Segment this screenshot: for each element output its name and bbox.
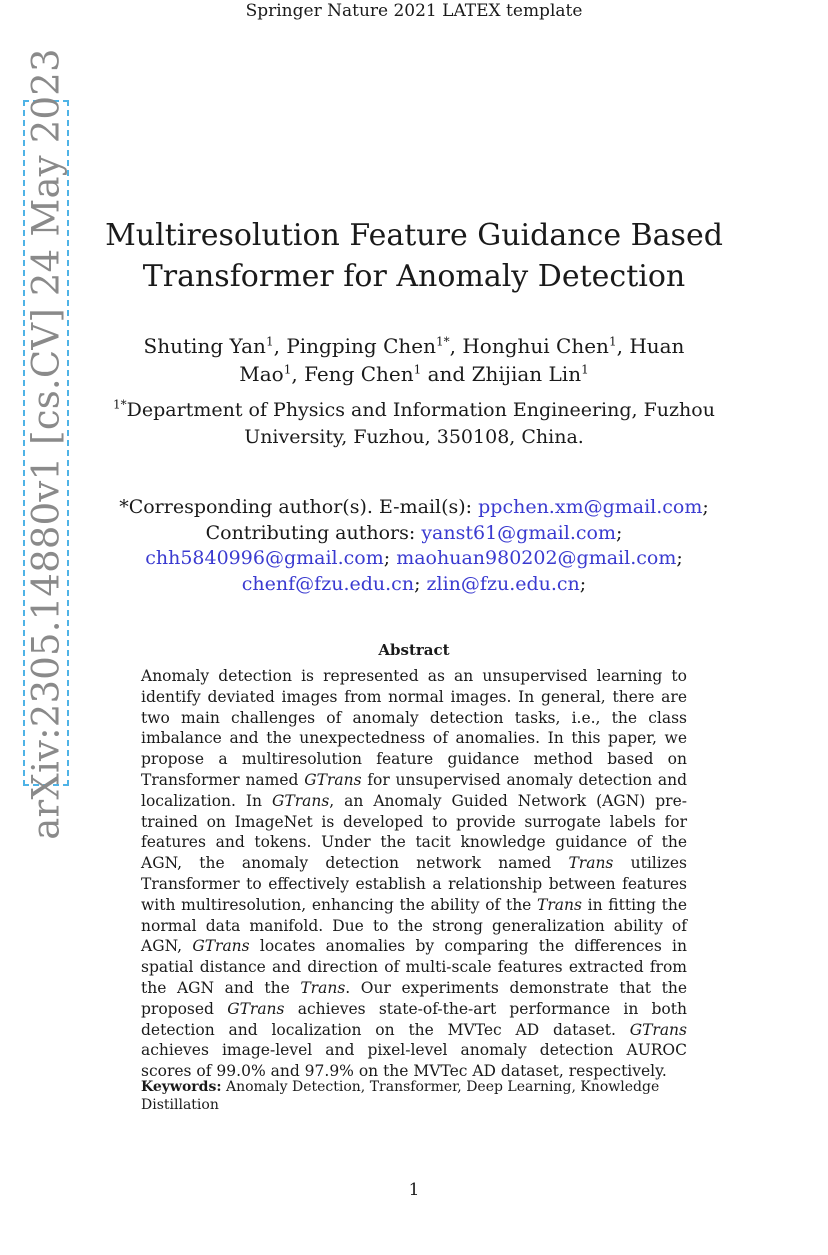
abstract-heading: Abstract [378, 641, 450, 659]
affiliation-sup: 1* [113, 397, 127, 412]
author-name: Feng Chen [304, 362, 414, 386]
running-head: Springer Nature 2021 LATEX template [245, 1, 583, 21]
author-name: Shuting Yan [143, 334, 266, 358]
contributing-label: Contributing authors: [205, 521, 416, 544]
network-name: Trans [537, 895, 582, 914]
method-name: GTrans [192, 937, 250, 956]
network-name: Trans [568, 854, 614, 873]
email-link[interactable]: yanst61@gmail.com [421, 521, 616, 544]
author-sup: 1 [283, 362, 292, 377]
author-sup: 1 [413, 362, 422, 377]
keywords-text: Anomaly Detection, Transformer, Deep Learning, Knowledge Distillation [141, 1079, 660, 1113]
paper-title [90, 215, 738, 297]
author-list: Shuting Yan$^1$, Pingping Chen$^{1*}$, Honghui Chen$^1$, Huan Mao$^1$, Feng Chen$^1$ and Zhijian Lin$^1$ [143, 334, 685, 386]
author-name: Zhijian Lin [471, 362, 582, 386]
contact-block: *Corresponding author(s). E-mail(s): ppchen.xm@gmail.com; Contributing authors: yanst61@gmail.com; chh5840996@gmail.com; maohuan980202@gmail.com; chenf@fzu.edu.cn; zlin@fzu.edu.cn; [119, 496, 709, 595]
author-sup: 1 [608, 334, 617, 349]
author-name: Pingping Chen [286, 334, 436, 358]
corresponding-email-link[interactable]: ppchen.xm@gmail.com [478, 496, 703, 518]
method-name: GTrans [227, 999, 285, 1018]
keywords [141, 1078, 687, 1114]
method-name: GTrans [629, 1020, 687, 1039]
email-link[interactable]: chenf@fzu.edu.cn [241, 572, 415, 595]
email-link[interactable]: zlin@fzu.edu.cn [426, 572, 580, 595]
title-line-1: Multiresolution Feature Guidance Based [105, 218, 723, 253]
keywords-label: Keywords: [141, 1079, 222, 1095]
corresponding-label: *Corresponding author(s). E-mail(s): [119, 496, 473, 518]
author-name: Huan Mao [239, 334, 685, 386]
network-name: Trans [300, 978, 346, 997]
author-sup: 1* [436, 334, 450, 349]
author-sup: 1 [265, 334, 274, 349]
abstract-body: Anomaly detection is represented as an unsupervised learning to identify deviated images from normal images. In general, there are two main challenges of anomaly detection tasks, i.e., the class imbalance and the unexpectedness of anomalies. In this paper, we propose a multiresolution feature guidance method based on Transformer named GTrans for unsupervised anomaly detection and localization. In GTrans, an Anomaly Guided Network (AGN) pre-trained on ImageNet is developed to provide surrogate labels for features and tokens. Under the tacit knowledge guidance of the AGN, the anomaly detection network named Trans utilizes Transformer to effectively establish a relationship between features with multiresolution, enhancing the ability of the Trans in fitting the normal data manifold. Due to the strong generalization ability of AGN, GTrans locates anomalies by comparing the differences in spatial distance and direction of multi-scale features extracted from the AGN and the Trans. Our experiments demonstrate that the proposed GTrans achieves state-of-the-art performance in both detection and localization on the MVTec AD dataset. GTrans achieves image-level and pixel-level anomaly detection AUROC scores of 99.0% and 97.9% on the MVTec AD dataset, respectively. [141, 667, 688, 1081]
author-sup: 1 [581, 362, 589, 377]
author-name: Honghui Chen [462, 334, 609, 358]
affiliation [110, 397, 718, 451]
arxiv-stamp[interactable]: arXiv:2305.14880v1 [cs.CV] 24 May 2023 [24, 48, 68, 840]
method-name: GTrans [304, 770, 362, 789]
title-line-2: Transformer for Anomaly Detection [142, 259, 686, 294]
affiliation-text: Department of Physics and Information Engineering, Fuzhou University, Fuzhou, 350108, China. [126, 399, 715, 448]
email-link[interactable]: maohuan980202@gmail.com [396, 547, 677, 569]
page-number: 1 [408, 1180, 420, 1200]
email-link[interactable]: chh5840996@gmail.com [145, 547, 384, 569]
method-name: GTrans [271, 791, 330, 810]
